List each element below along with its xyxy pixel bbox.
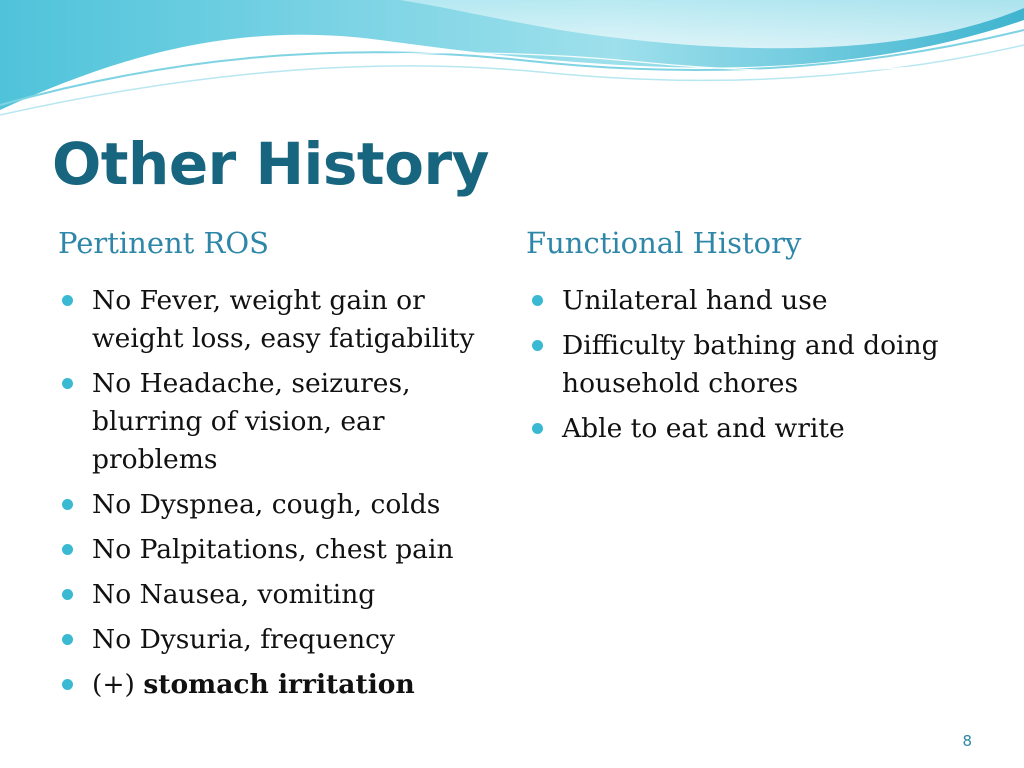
bullet-icon [532,340,543,351]
pertinent-ros-list [60,282,480,711]
functional-history-list [530,282,970,455]
bullet-icon [62,295,73,306]
list-item [530,282,970,320]
bullet-icon [62,544,73,555]
list-item-highlight [60,666,480,704]
pertinent-ros-heading: Pertinent ROS [58,226,270,260]
list-item-text: No Headache, seizures, blurring of vision, ear problems [92,368,411,475]
list-item-text: No Dyspnea, cough, colds [92,489,441,520]
list-item-text: Difficulty bathing and doing household chores [562,330,939,399]
list-item-text: No Nausea, vomiting [92,579,376,610]
list-item [60,531,480,569]
list-item-text: No Fever, weight gain or weight loss, easy fatigability [92,285,475,354]
bullet-icon [62,499,73,510]
list-item [60,282,480,358]
list-item-prefix: (+) [92,669,144,700]
functional-history-heading: Functional History [526,226,802,260]
bullet-icon [62,589,73,600]
bullet-icon [532,423,543,434]
slide-title: Other History [52,130,489,198]
list-item [530,327,970,403]
list-item-text: No Palpitations, chest pain [92,534,454,565]
list-item-text: No Dysuria, frequency [92,624,395,655]
list-item [60,486,480,524]
bullet-icon [62,679,73,690]
list-item-text: Able to eat and write [562,413,845,444]
bullet-icon [532,295,543,306]
bullet-icon [62,378,73,389]
list-item [60,365,480,479]
bullet-icon [62,634,73,645]
list-item-emphasis: stomach irritation [143,669,415,700]
page-number: 8 [962,732,972,750]
list-item [60,576,480,614]
list-item [60,621,480,659]
list-item-text: Unilateral hand use [562,285,828,316]
list-item [530,410,970,448]
